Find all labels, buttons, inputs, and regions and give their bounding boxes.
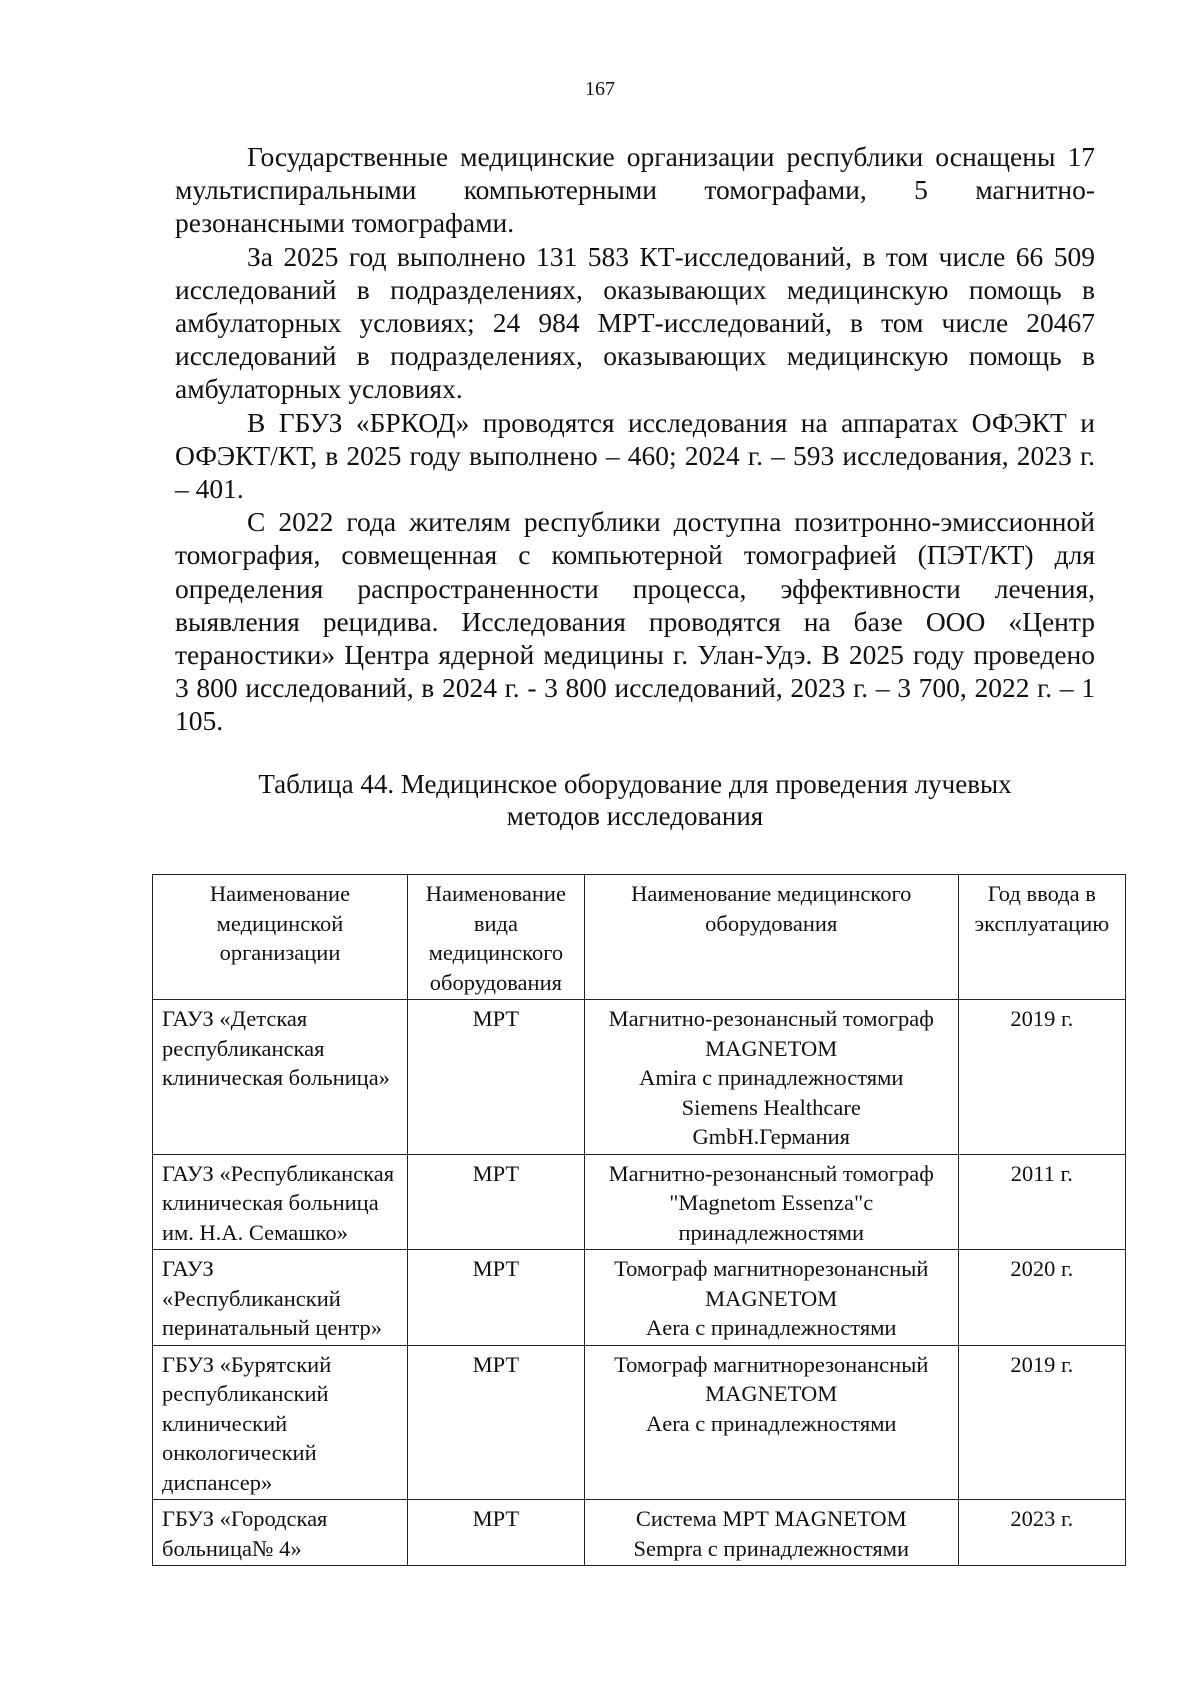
equipment-name-line: принадлежностями xyxy=(678,1219,865,1245)
cell-year: 2019 г. xyxy=(958,1000,1125,1155)
table-row xyxy=(153,1000,1126,1155)
cell-equipment-type: МРТ xyxy=(407,1345,584,1500)
header-equipment-name: Наименование медицинского оборудования xyxy=(584,875,958,1000)
cell-year: 2020 г. xyxy=(958,1250,1125,1346)
table-caption-line: методов исследования xyxy=(506,801,764,831)
equipment-name-line: Siemens Healthcare xyxy=(681,1094,861,1120)
cell-organization: ГБУЗ «Бурятский республиканский клинический онкологический диспансер» xyxy=(153,1345,408,1500)
table-header-row xyxy=(153,875,1126,1000)
page-number: 167 xyxy=(585,78,615,100)
equipment-name-line: "Magnetom Essenza"с xyxy=(669,1190,874,1215)
table-row xyxy=(153,1154,1126,1250)
equipment-name-line: MAGNETOM xyxy=(705,1381,838,1406)
header-year: Год ввода в эксплуатацию xyxy=(958,875,1125,1000)
cell-equipment-name xyxy=(584,1500,958,1566)
paragraph: За 2025 год выполнено 131 583 КТ-исследований, в том числе 66 509 исследований в подразделениях, оказывающих медицинскую помощь в амбулаторных условиях; 24 984 МРТ-исследований, в том числе 20467 исследований в подразделениях, оказывающих медицинскую помощь в амбулаторных условиях. xyxy=(175,240,1095,405)
cell-equipment-type: МРТ xyxy=(407,1154,584,1250)
equipment-name-line: Sempra с принадлежностями xyxy=(633,1535,909,1561)
equipment-name-line: GmbH.Германия xyxy=(692,1124,851,1149)
equipment-name-line: Магнитно-резонансный томограф xyxy=(608,1006,934,1031)
equipment-name-line: MAGNETOM xyxy=(705,1035,838,1061)
cell-equipment-name xyxy=(584,1000,958,1155)
equipment-name-line: MAGNETOM xyxy=(705,1285,838,1311)
equipment-name-line: Amira с принадлежностями xyxy=(639,1065,904,1090)
equipment-table xyxy=(152,874,1126,1566)
header-organization: Наименование медицинской организации xyxy=(153,875,408,1000)
cell-organization: ГАУЗ «Детская республиканская клиническая больница» xyxy=(153,1000,408,1155)
cell-organization: ГБУЗ «Городская больница№ 4» xyxy=(153,1500,408,1566)
paragraph: С 2022 года жителям республики доступна позитронно-эмиссионной томография, совмещенная с компьютерной томографией (ПЭТ/КТ) для определения распространенности процесса, эффективности лечения, выявления рецидива. Исследования проводятся на базе ООО «Центр тераностики» Центра ядерной медицины г. Улан-Удэ. В 2025 году проведено 3 800 исследований, в 2024 г. - 3 800 исследований, 2023 г. – 3 700, 2022 г. – 1 105. xyxy=(175,506,1095,737)
cell-equipment-type: МРТ xyxy=(407,1250,584,1346)
cell-equipment-name xyxy=(584,1154,958,1250)
equipment-name-line: Томограф магнитнорезонансный xyxy=(614,1256,929,1281)
cell-equipment-type: МРТ xyxy=(407,1500,584,1566)
cell-equipment-name xyxy=(584,1250,958,1346)
body-text xyxy=(175,140,1095,738)
cell-year: 2011 г. xyxy=(958,1154,1125,1250)
cell-year: 2019 г. xyxy=(958,1345,1125,1500)
cell-organization: ГАУЗ «Республиканский перинатальный центр» xyxy=(153,1250,408,1346)
equipment-name-line: Томограф магнитнорезонансный xyxy=(614,1351,929,1377)
equipment-name-line: Магнитно-резонансный томограф xyxy=(608,1160,934,1186)
header-equipment-type: Наименование вида медицинского оборудования xyxy=(407,875,584,1000)
table-row xyxy=(153,1345,1126,1500)
table-caption xyxy=(175,768,1095,832)
paragraph: В ГБУЗ «БРКОД» проводятся исследования на аппаратах ОФЭКТ и ОФЭКТ/КТ, в 2025 году выполнено – 460; 2024 г. – 593 исследования, 2023 г. – 401. xyxy=(175,406,1095,505)
cell-equipment-type: МРТ xyxy=(407,1000,584,1155)
table-row xyxy=(153,1500,1126,1566)
paragraph: Государственные медицинские организации республики оснащены 17 мультиспиральными компьютерными томографами, 5 магнитно-резонансными томографами. xyxy=(175,141,1095,239)
equipment-name-line: Система МРТ MAGNETOM xyxy=(635,1506,907,1531)
cell-year: 2023 г. xyxy=(958,1500,1125,1566)
equipment-name-line: Aera с принадлежностями xyxy=(645,1410,897,1436)
table-row xyxy=(153,1250,1126,1346)
equipment-name-line: Aera с принадлежностями xyxy=(645,1315,897,1340)
table-caption-line: Таблица 44. Медицинское оборудование для проведения лучевых xyxy=(258,769,1012,799)
cell-organization: ГАУЗ «Республиканская клиническая больница им. Н.А. Семашко» xyxy=(153,1154,408,1250)
cell-equipment-name xyxy=(584,1345,958,1500)
